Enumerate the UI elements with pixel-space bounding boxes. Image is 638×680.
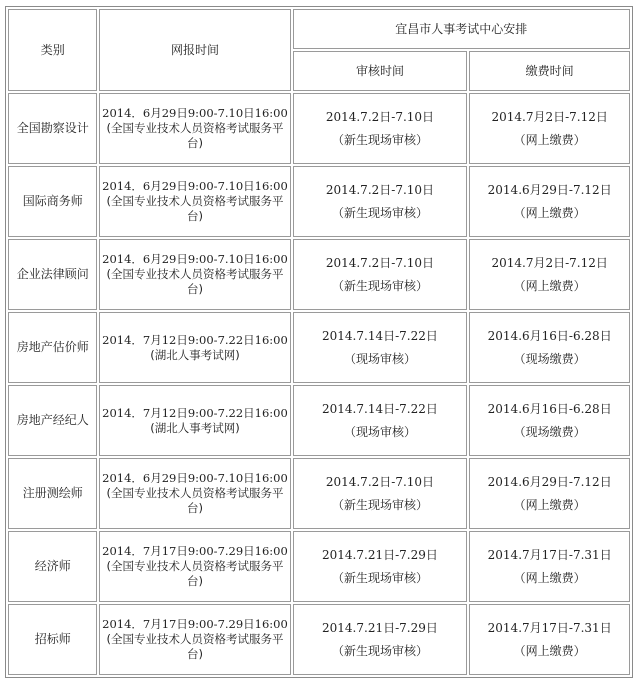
category-text: 房地产经纪人 bbox=[16, 413, 89, 427]
review-date-text: 2014.7.14日-7.22日 bbox=[322, 328, 438, 343]
payment-date-text: 2014.6月29日-7.12日 bbox=[487, 182, 612, 197]
review-note-text: （现场审核） bbox=[343, 424, 416, 439]
header-registration-time: 网报时间 bbox=[99, 9, 290, 91]
table-row bbox=[8, 166, 630, 237]
registration-time-text: 2014．7月12日9:00-7.22日16:00 bbox=[102, 405, 288, 420]
review-cell bbox=[293, 531, 468, 602]
registration-time-text: 2014．7月17日9:00-7.29日16:00 bbox=[102, 617, 288, 631]
registration-site-text: (全国专业技术人员资格考试服务平台) bbox=[106, 121, 284, 150]
category-text: 经济师 bbox=[34, 559, 71, 573]
registration-site-text: (全国专业技术人员资格考试服务平台) bbox=[106, 194, 284, 223]
payment-cell bbox=[469, 604, 630, 675]
category-text: 招标师 bbox=[34, 632, 71, 646]
payment-date-text: 2014.6月16日-6.28日 bbox=[487, 328, 612, 343]
registration-time-text: 2014．6月29日9:00-7.10日16:00 bbox=[102, 106, 288, 120]
payment-cell bbox=[469, 93, 630, 164]
registration-site-text: (全国专业技术人员资格考试服务平台) bbox=[106, 267, 284, 296]
payment-cell bbox=[469, 385, 630, 456]
category-cell bbox=[8, 312, 97, 383]
category-text: 国际商务师 bbox=[22, 194, 83, 208]
payment-date-text: 2014.6月16日-6.28日 bbox=[487, 401, 612, 416]
payment-date-text: 2014.7月2日-7.12日 bbox=[491, 255, 608, 270]
registration-cell bbox=[99, 166, 290, 237]
table-row bbox=[8, 604, 630, 675]
payment-note-text: （网上缴费） bbox=[513, 497, 586, 512]
category-cell bbox=[8, 531, 97, 602]
schedule-body bbox=[8, 93, 630, 675]
payment-note-text: （网上缴费） bbox=[513, 205, 586, 220]
review-note-text: （新生现场审核） bbox=[331, 132, 428, 147]
category-cell bbox=[8, 458, 97, 529]
payment-cell bbox=[469, 531, 630, 602]
review-date-text: 2014.7.14日-7.22日 bbox=[322, 401, 438, 416]
registration-site-text: (全国专业技术人员资格考试服务平台) bbox=[106, 559, 284, 588]
registration-site-text: (湖北人事考试网) bbox=[150, 347, 240, 362]
payment-note-text: （网上缴费） bbox=[513, 570, 586, 585]
review-date-text: 2014.7.21日-7.29日 bbox=[322, 547, 438, 562]
review-cell bbox=[293, 604, 468, 675]
table-row bbox=[8, 312, 630, 383]
review-date-text: 2014.7.2日-7.10日 bbox=[325, 474, 435, 489]
header-row-top bbox=[8, 9, 630, 49]
review-date-text: 2014.7.2日-7.10日 bbox=[325, 182, 435, 197]
review-note-text: （新生现场审核） bbox=[331, 497, 428, 512]
table-row bbox=[8, 239, 630, 310]
registration-site-text: (全国专业技术人员资格考试服务平台) bbox=[106, 486, 284, 515]
payment-cell bbox=[469, 239, 630, 310]
registration-cell bbox=[99, 93, 290, 164]
header-center-arrangement: 宜昌市人事考试中心安排 bbox=[293, 9, 630, 49]
table-row bbox=[8, 385, 630, 456]
category-cell bbox=[8, 166, 97, 237]
registration-cell bbox=[99, 458, 290, 529]
table-row bbox=[8, 531, 630, 602]
category-cell bbox=[8, 93, 97, 164]
registration-site-text: (全国专业技术人员资格考试服务平台) bbox=[106, 632, 284, 661]
registration-time-text: 2014．7月17日9:00-7.29日16:00 bbox=[102, 544, 288, 558]
review-date-text: 2014.7.2日-7.10日 bbox=[325, 255, 435, 270]
payment-note-text: （网上缴费） bbox=[513, 278, 586, 293]
review-cell bbox=[293, 312, 468, 383]
payment-note-text: （现场缴费） bbox=[513, 424, 586, 439]
registration-time-text: 2014．6月29日9:00-7.10日16:00 bbox=[102, 471, 288, 485]
payment-date-text: 2014.7月17日-7.31日 bbox=[487, 620, 612, 635]
review-cell bbox=[293, 166, 468, 237]
review-cell bbox=[293, 93, 468, 164]
registration-cell bbox=[99, 385, 290, 456]
table-row bbox=[8, 93, 630, 164]
category-text: 注册测绘师 bbox=[22, 486, 83, 500]
payment-date-text: 2014.7月2日-7.12日 bbox=[491, 109, 608, 124]
payment-cell bbox=[469, 166, 630, 237]
payment-note-text: （网上缴费） bbox=[513, 643, 586, 658]
table-row bbox=[8, 458, 630, 529]
payment-cell bbox=[469, 458, 630, 529]
payment-note-text: （现场缴费） bbox=[513, 351, 586, 366]
registration-site-text: (湖北人事考试网) bbox=[150, 420, 240, 435]
review-cell bbox=[293, 239, 468, 310]
review-note-text: （现场审核） bbox=[343, 351, 416, 366]
registration-cell bbox=[99, 604, 290, 675]
review-note-text: （新生现场审核） bbox=[331, 205, 428, 220]
registration-cell bbox=[99, 531, 290, 602]
payment-note-text: （网上缴费） bbox=[513, 132, 586, 147]
payment-date-text: 2014.7月17日-7.31日 bbox=[487, 547, 612, 562]
review-cell bbox=[293, 385, 468, 456]
category-cell bbox=[8, 604, 97, 675]
review-note-text: （新生现场审核） bbox=[331, 570, 428, 585]
category-text: 企业法律顾问 bbox=[16, 267, 89, 281]
review-date-text: 2014.7.2日-7.10日 bbox=[325, 109, 435, 124]
header-review-time: 审核时间 bbox=[293, 51, 468, 91]
registration-time-text: 2014．7月12日9:00-7.22日16:00 bbox=[102, 332, 288, 347]
review-date-text: 2014.7.21日-7.29日 bbox=[322, 620, 438, 635]
review-note-text: （新生现场审核） bbox=[331, 643, 428, 658]
registration-time-text: 2014．6月29日9:00-7.10日16:00 bbox=[102, 179, 288, 193]
exam-schedule-table bbox=[5, 6, 633, 678]
payment-date-text: 2014.6月29日-7.12日 bbox=[487, 474, 612, 489]
category-cell bbox=[8, 239, 97, 310]
registration-cell bbox=[99, 312, 290, 383]
review-cell bbox=[293, 458, 468, 529]
header-payment-time: 缴费时间 bbox=[469, 51, 630, 91]
review-note-text: （新生现场审核） bbox=[331, 278, 428, 293]
category-text: 全国勘察设计 bbox=[16, 121, 89, 135]
category-text: 房地产估价师 bbox=[16, 340, 89, 354]
category-cell bbox=[8, 385, 97, 456]
registration-time-text: 2014．6月29日9:00-7.10日16:00 bbox=[102, 252, 288, 266]
header-category: 类别 bbox=[8, 9, 97, 91]
payment-cell bbox=[469, 312, 630, 383]
registration-cell bbox=[99, 239, 290, 310]
